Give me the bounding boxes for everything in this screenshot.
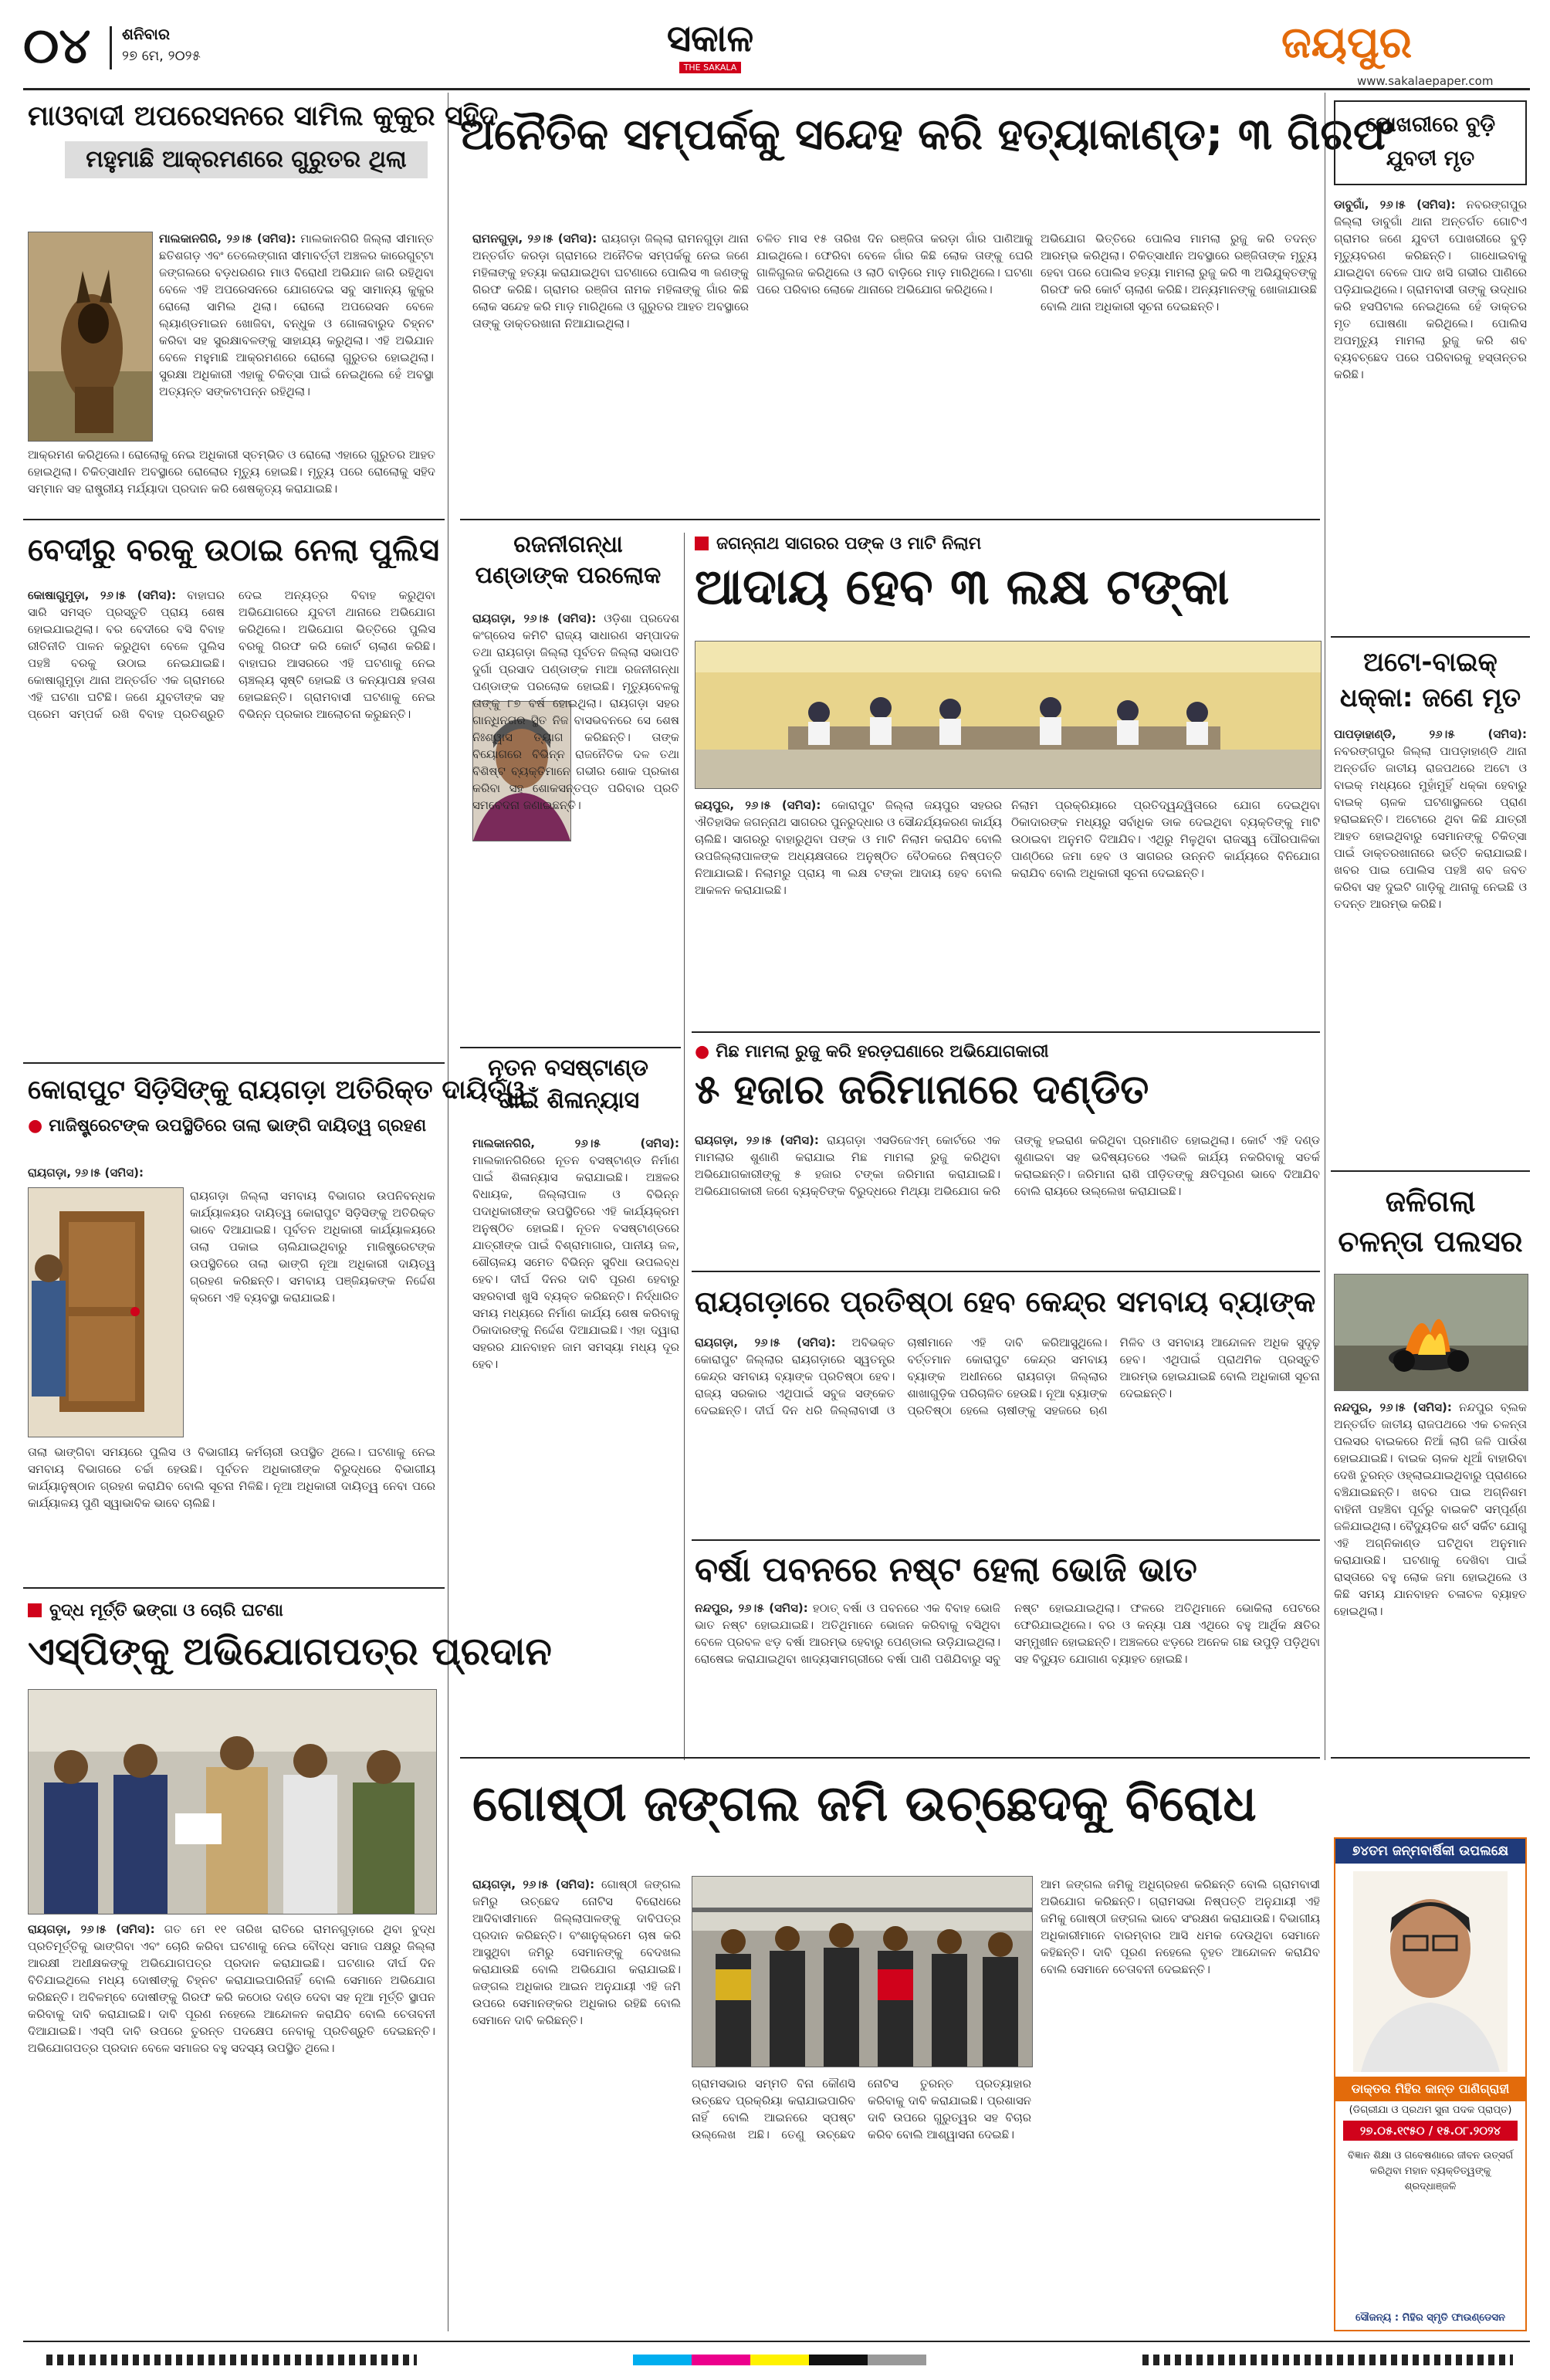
cmyk-bar: [633, 2355, 926, 2365]
goshti-dateline: ରାୟଗଡ଼ା, ୨୬।୫ (ସମିସ):: [472, 1877, 595, 1891]
maobadi-dateline: ମାଲକାନଗିରି, ୨୬।୫ (ସମିସ):: [159, 232, 296, 245]
maobadi-headline: ମାଓବାଦୀ ଅପରେସନରେ ସାମିଲ କୁକୁର ସହିଦ: [28, 100, 499, 132]
jaligala-headline-line1: ଜଳିଗଲା: [1385, 1184, 1476, 1218]
jaligala-rule: [1331, 1757, 1530, 1759]
jaligala-body: [1334, 1399, 1527, 1754]
koraput-body-1: [28, 1164, 435, 1186]
buddha-dateline: ରାୟଗଡ଼ା, ୨୬।୫ (ସମିସ):: [28, 1922, 155, 1936]
jagannath-col-1: [695, 797, 1002, 1028]
burning-bike-photo: [1334, 1274, 1528, 1391]
dog-photo: [28, 232, 153, 442]
koraput-rule: [23, 1587, 445, 1589]
masthead-subtitle: THE SAKALA: [679, 62, 742, 73]
jarimana-kicker-text: ମିଛ ମାମଲା ରୁଜୁ କରି ହରଡ଼ଘଣାରେ ଅଭିଯୋଗକାରୀ: [716, 1042, 1049, 1061]
maobadi-body-2: ଆକ୍ରମଣ କରିଥିଲେ। ରୋଲୋକୁ ନେଇ ଅଧିକାରୀ ସ୍ତମ୍ଭିତ ଓ ରୋଲୋ ଏହାରେ ଗୁରୁତର ଆହତ ହୋଇଥିଲା। ଚିକିତ୍ସାଧୀନ ଅବସ୍ଥାରେ ରୋଲୋର ମୃତ୍ୟୁ ହୋଇଛି। ମୃତ୍ୟୁ ପରେ ରୋଲୋକୁ ସହିଦ ସମ୍ମାନ ସହ ରାଷ୍ଟ୍ରୀୟ ମର୍ଯ୍ୟାଦା ପ୍ରଦାନ କରି ଶେଷକୃତ୍ୟ କରାଯାଇଛି।: [28, 448, 435, 496]
pokhari-rule: [1331, 636, 1530, 638]
jagannath-kicker-text: ଜଗନ୍ନାଥ ସାଗରର ପଙ୍କ ଓ ମାଟି ନିଲାମ: [716, 534, 982, 554]
square-bullet-icon: [28, 1603, 42, 1617]
jarimana-headline: ୫ ହଜାର ଜରିମାନାରେ ଦଣ୍ଡିତ: [695, 1067, 1149, 1113]
pokhari-headline: ପୋଖରୀରେ ବୁଡ଼ି ଯୁବତୀ ମୃତ: [1334, 100, 1527, 185]
advert-photo: [1353, 1871, 1508, 2072]
auto-text: ନବରଙ୍ଗପୁର ଜିଲ୍ଲା ପାପଡ଼ାହାଣ୍ଡି ଥାନା ଅନ୍ତର୍ଗତ ଜାତୀୟ ରାଜପଥରେ ଅଟୋ ଓ ବାଇକ୍ ମଧ୍ୟରେ ମୁହାଁମୁହିଁ ଧକ୍କା ହେବାରୁ ବାଇକ୍ ଚାଳକ ଘଟଣାସ୍ଥଳରେ ପ୍ରାଣ ହରାଇଛନ୍ତି। ଅଟୋରେ ଥିବା କିଛି ଯାତ୍ରୀ ଆହତ ହୋଇଥିବାରୁ ସେମାନଙ୍କୁ ଚିକିତ୍ସା ପାଇଁ ଡାକ୍ତରଖାନାରେ ଭର୍ତ୍ତି କରାଯାଇଛି। ଖବର ପାଇ ପୋଲିସ ପହଞ୍ଚି ଶବ ଜବତ କରିବା ସହ ଦୁଇଟି ଗାଡ଼ିକୁ ଥାନାକୁ ନେଇଛି ଓ ତଦନ୍ତ ଆରମ୍ଭ କରିଛି।: [1334, 744, 1527, 911]
koraput-body-bottom: ତାଲା ଭାଙ୍ଗିବା ସମୟରେ ପୁଲିସ ଓ ବିଭାଗୀୟ କର୍ମଚାରୀ ଉପସ୍ଥିତ ଥିଲେ। ଘଟଣାକୁ ନେଇ ସମବାୟ ବିଭାଗରେ ଚର୍ଚ୍ଚା ହେଉଛି। ପୂର୍ବତନ ଅଧିକାରୀଙ୍କ ବିରୁଦ୍ଧରେ ବିଭାଗୀୟ କାର୍ଯ୍ୟାନୁଷ୍ଠାନ ଗ୍ରହଣ କରାଯିବ ବୋଲି ସୂଚନା ମିଳିଛି। ନୂଆ ଅଧିକାରୀ ଦାୟିତ୍ୱ ନେବା ପରେ କାର୍ଯ୍ୟାଳୟ ପୁଣି ସ୍ୱାଭାବିକ ଭାବେ ଚାଲିଛି।: [28, 1445, 435, 1510]
auto-headline-line1: ଅଟୋ-ବାଇକ୍: [1363, 647, 1498, 678]
advert-dates: ୨୭.୦୫.୧୯୫୦ / ୧୫.୦୮.୨୦୨୪: [1343, 2121, 1518, 2141]
maobadi-body: [159, 230, 434, 445]
busstand-divider: [684, 1047, 685, 1760]
rajanigandha-text: ଓଡ଼ିଶା ପ୍ରଦେଶ କଂଗ୍ରେସ କମିଟି ରାଜ୍ୟ ସାଧାରଣ ସମ୍ପାଦକ ତଥା ରାୟଗଡ଼ା ଜିଲ୍ଲା ପୂର୍ବତନ ଜିଲ୍ଲା ସଭାପତି ଦୁର୍ଗା ପ୍ରସାଦ ପଣ୍ଡାଙ୍କ ମାଆ ରଜନୀଗନ୍ଧା ପଣ୍ଡାଙ୍କ ପରଲୋକ ହୋଇଛି। ମୃତ୍ୟୁବେଳକୁ ତାଙ୍କୁ ୮୭ ବର୍ଷ ହୋଇଥିଲା। ରାୟଗଡ଼ା ସହର ଗାନ୍ଧିନଗର ସ୍ଥିତ ନିଜ ବାସଭବନରେ ସେ ଶେଷ ନିଃଶ୍ୱାସ ତ୍ୟାଗ କରିଛନ୍ତି। ତାଙ୍କ ବିୟୋଗରେ ବିଭିନ୍ନ ରାଜନୈତିକ ଦଳ ତଥା ବିଶିଷ୍ଟ ବ୍ୟକ୍ତିମାନେ ଗଭୀର ଶୋକ ପ୍ରକାଶ କରିବା ସହ ଶୋକସନ୍ତପ୍ତ ପରିବାର ପ୍ରତି ସମବେଦନା ଜଣାଇଛନ୍ତି।: [472, 611, 679, 812]
jagannath-col-2: ନିଲାମ ପ୍ରକ୍ରିୟାରେ ପ୍ରତିଦ୍ୱନ୍ଦ୍ୱିତାରେ ଯୋଗ ଦେଇଥିବା ଠିକାଦାରଙ୍କ ମଧ୍ୟରୁ ସର୍ବାଧିକ ଡାକ ଦେଇଥିବା ବ୍ୟକ୍ତିଙ୍କୁ ମାଟି ଉଠାଇବା ଅନୁମତି ଦିଆଯିବ। ଏଥିରୁ ମିଳୁଥିବା ରାଜସ୍ୱ ପୌରପାଳିକା ପାଣ୍ଠିରେ ଜମା ହେବ ଓ ସାଗରର ଉନ୍ନତି କାର୍ଯ୍ୟରେ ବିନିଯୋଗ କରାଯିବ ବୋଲି ଅଧିକାରୀ ସୂଚନା ଦେଇଛନ୍ତି।: [1011, 798, 1320, 880]
bank-text: ଅବିଭକ୍ତ କୋରାପୁଟ ଜିଲ୍ଲାର ରାୟଗଡ଼ାରେ ସ୍ୱତନ୍ତ୍ର କେନ୍ଦ୍ର ସମବାୟ ବ୍ୟାଙ୍କ ପ୍ରତିଷ୍ଠା ହେବ। ରାଜ୍ୟ ସରକାର ଏଥିପାଇଁ ସବୁଜ ସଙ୍କେତ ଦେଇଛନ୍ତି। ଦୀର୍ଘ ଦିନ ଧରି ଜିଲ୍ଲାବାସୀ ଓ ଚାଷୀମାନେ ଏହି ଦାବି କରିଆସୁଥିଲେ। ବର୍ତ୍ତମାନ କୋରାପୁଟ କେନ୍ଦ୍ର ସମବାୟ ବ୍ୟାଙ୍କ ଅଧୀନରେ ରାୟଗଡ଼ା ଜିଲ୍ଲାର ଶାଖାଗୁଡ଼ିକ ପରିଚାଳିତ ହେଉଛି। ନୂଆ ବ୍ୟାଙ୍କ ପ୍ରତିଷ୍ଠା ହେଲେ ଚାଷୀଙ୍କୁ ସହଜରେ ଋଣ ମିଳିବ ଓ ସମବାୟ ଆନ୍ଦୋଳନ ଅଧିକ ସୁଦୃଢ଼ ହେବ। ଏଥିପାଇଁ ପ୍ରାଥମିକ ପ୍ରସ୍ତୁତି ଆରମ୍ଭ ହୋଇଯାଇଛି ବୋଲି ଅଧିକାରୀ ସୂଚନା ଦେଇଛନ୍ତି।: [695, 1336, 1320, 1417]
murder-dateline: ରାମନଗୁଡ଼ା, ୨୬।୫ (ସମିସ):: [472, 232, 597, 245]
rajanigandha-headline-line1: ରଜନୀଗନ୍ଧା: [513, 531, 623, 558]
buddha-headline: ଏସ୍‌ପିଙ୍କୁ ଅଭିଯୋଗପତ୍ର ପ୍ରଦାନ: [28, 1629, 552, 1674]
rajanigandha-rule: [460, 1047, 681, 1048]
advert-footer: ସୌଜନ୍ୟ : ମିହିର ସ୍ମୃତି ଫାଉଣ୍ଡେସନ: [1355, 2312, 1505, 2324]
goshti-col-3: ଆମ ଜଙ୍ଗଲ ଜମିକୁ ଅଧିଗ୍ରହଣ କରିଛନ୍ତି ବୋଲି ଗ୍ରାମବାସୀ ଅଭିଯୋଗ କରିଛନ୍ତି। ଗ୍ରାମସଭା ନିଷ୍ପତ୍ତି ଅନୁଯାୟୀ ଏହି ଜମିକୁ ଗୋଷ୍ଠୀ ଜଙ୍ଗଲ ଭାବେ ସଂରକ୍ଷଣ କରାଯାଉଛି। ବିଭାଗୀୟ ଅଧିକାରୀମାନେ ବାରମ୍ବାର ଆସି ଧମକ ଦେଉଥିବା ସେମାନେ କହିଛନ୍ତି। ଦାବି ପୂରଣ ନହେଲେ ବୃହତ ଆନ୍ଦୋଳନ କରାଯିବ ବୋଲି ସେମାନେ ଚେତାବନୀ ଦେଇଛନ୍ତି।: [1041, 1877, 1320, 1976]
dot-bullet-icon: ●: [28, 1116, 43, 1136]
section-name: ଜୟପୁର: [1281, 18, 1413, 68]
jaligala-dateline: ନନ୍ଦପୁର, ୨୬।୫ (ସମିସ):: [1334, 1400, 1452, 1414]
registration-bar-right: [1142, 2355, 1513, 2365]
website: www.sakalaepaper.com: [1357, 74, 1494, 88]
auto-rule: [1331, 1170, 1530, 1172]
bedi-text: ବାହାଘର ସାରି ସମସ୍ତ ପ୍ରସ୍ତୁତି ପ୍ରାୟ ଶେଷ ହୋଇଯାଇଥିଲା। ବର ବେଦୀରେ ବସି ବିବାହ ରୀତିନୀତି ପାଳନ କରୁଥିବା ବେଳେ ପୁଲିସ ପହଞ୍ଚି ବରକୁ ଉଠାଇ ନେଇଯାଇଛି। କୋଷାଗୁମୁଡ଼ା ଥାନା ଅନ୍ତର୍ଗତ ଏକ ଗ୍ରାମରେ ଏହି ଘଟଣା ଘଟିଛି। ଜଣେ ଯୁବତୀଙ୍କ ସହ ପ୍ରେମ ସମ୍ପର୍କ ରଖି ବିବାହ ପ୍ରତିଶ୍ରୁତି ଦେଇ ଅନ୍ୟତ୍ର ବିବାହ କରୁଥିବା ଅଭିଯୋଗରେ ଯୁବତୀ ଥାନାରେ ଅଭିଯୋଗ କରିଥିଲେ। ଅଭିଯୋଗ ଭିତ୍ତିରେ ପୁଲିସ ବରକୁ ଗିରଫ କରି କୋର୍ଟ ଚାଲାଣ କରିଛି। ବାହାଘର ଆସରରେ ଏହି ଘଟଣାକୁ ନେଇ ଚାଞ୍ଚଲ୍ୟ ସୃଷ୍ଟି ହୋଇଛି ଓ କନ୍ୟାପକ୍ଷ ହତାଶ ହୋଇଛନ୍ତି। ଗ୍ରାମବାସୀ ଘଟଣାକୁ ନେଇ ବିଭିନ୍ନ ପ୍ରକାର ଆଲୋଚନା କରୁଛନ୍ତି।: [28, 588, 435, 721]
busstand-dateline: ମାଲକାନଗିରି, ୨୬।୫ (ସମିସ):: [472, 1136, 679, 1150]
advert-sub: (ଡିଗ୍ରୀଯା ଓ ପ୍ରଥମ ସୁନା ପଦକ ପ୍ରାପ୍ତ): [1349, 2104, 1512, 2116]
busstand-headline-line1: ନୂତନ ବସଷ୍ଟାଣ୍ଡ: [488, 1055, 648, 1082]
koraput-body-right: ରାୟଗଡ଼ା ଜିଲ୍ଲା ସମବାୟ ବିଭାଗର ଉପନିବନ୍ଧକ କାର୍ଯ୍ୟାଳୟର ଦାୟିତ୍ୱ କୋରାପୁଟ ସିଡ଼ିସିଙ୍କୁ ଅତିରିକ୍ତ ଭାବେ ଦିଆଯାଇଛି। ପୂର୍ବତନ ଅଧିକାରୀ କାର୍ଯ୍ୟାଳୟରେ ତାଲା ପକାଇ ଚାଲିଯାଇଥିବାରୁ ମାଜିଷ୍ଟ୍ରେଟଙ୍କ ଉପସ୍ଥିତିରେ ତାଲା ଭାଙ୍ଗି ନୂଆ ଅଧିକାରୀ ଦାୟିତ୍ୱ ଗ୍ରହଣ କରିଛନ୍ତି। ସମବାୟ ପଞ୍ଜିୟକଙ୍କ ନିର୍ଦ୍ଦେଶ କ୍ରମେ ଏହି ବ୍ୟବସ୍ଥା କରାଯାଇଛି।: [190, 1189, 435, 1305]
advert-box: [1334, 1837, 1527, 2331]
masthead-title: ସକାଳ: [666, 17, 754, 60]
bank-rule: [692, 1539, 1320, 1541]
jarimana-rule: [692, 1271, 1320, 1272]
bedi-rule: [23, 1062, 445, 1064]
barsha-rule: [460, 1757, 1320, 1759]
buddha-kicker: [28, 1601, 283, 1620]
auto-body: [1334, 726, 1527, 1166]
goshti-text-1: ଗୋଷ୍ଠୀ ଜଙ୍ଗଲ ଜମିରୁ ଉଚ୍ଛେଦ ନୋଟିସ ବିରୋଧରେ ଆଦିବାସୀମାନେ ଜିଲ୍ଲାପାଳଙ୍କୁ ଦାବିପତ୍ର ପ୍ରଦାନ କରିଛନ୍ତି। ବଂଶାନୁକ୍ରମେ ଚାଷ କରି ଆସୁଥିବା ଜମିରୁ ସେମାନଙ୍କୁ ବେଦଖଲ କରାଯାଉଛି ବୋଲି ଅଭିଯୋଗ କରାଯାଇଛି। ଜଙ୍ଗଲ ଅଧିକାର ଆଇନ ଅନୁଯାୟୀ ଏହି ଜମି ଉପରେ ସେମାନଙ୍କର ଅଧିକାର ରହିଛି ବୋଲି ସେମାନେ ଦାବି କରିଛନ୍ତି।: [472, 1877, 681, 2027]
pokhari-text: ନବରଙ୍ଗପୁର ଜିଲ୍ଲା ଡାବୁଗାଁ ଥାନା ଅନ୍ତର୍ଗତ ଗୋଟିଏ ଗ୍ରାମର ଜଣେ ଯୁବତୀ ପୋଖରୀରେ ବୁଡ଼ି ମୃତ୍ୟୁବରଣ କରିଛନ୍ତି। ଗାଧୋଇବାକୁ ଯାଇଥିବା ବେଳେ ପାଦ ଖସି ଗଭୀର ପାଣିରେ ପଡ଼ିଯାଇଥିଲେ। ଗ୍ରାମବାସୀ ତାଙ୍କୁ ଉଦ୍ଧାର କରି ହସପିଟାଲ ନେଇଥିଲେ ହେଁ ଡାକ୍ତର ମୃତ ଘୋଷଣା କରିଥିଲେ। ପୋଲିସ ଅପମୃତ୍ୟୁ ମାମଲା ରୁଜୁ କରି ଶବ ବ୍ୟବଚ୍ଛେଦ ପରେ ପରିବାରକୁ ହସ୍ତାନ୍ତର କରିଛି।: [1334, 198, 1527, 381]
registration-bar-left: [46, 2355, 417, 2365]
meeting-photo: [695, 641, 1322, 789]
masthead-logo: [618, 19, 803, 73]
goshti-col-2: ଗ୍ରାମସଭାର ସମ୍ମତି ବିନା କୌଣସି ଉଚ୍ଛେଦ ପ୍ରକ୍ରିୟା କରାଯାଇପାରିବ ନାହିଁ ବୋଲି ଆଇନରେ ସ୍ପଷ୍ଟ ଉଲ୍ଲେଖ ଅଛି। ତେଣୁ ଉଚ୍ଛେଦ ନୋଟିସ ତୁରନ୍ତ ପ୍ରତ୍ୟାହାର କରିବାକୁ ଦାବି କରାଯାଇଛି। ପ୍ରଶାସନ ଦାବି ଉପରେ ଗୁରୁତ୍ୱର ସହ ବିଚାର କରିବ ବୋଲି ଆଶ୍ୱାସନା ଦେଇଛି।: [692, 2077, 1031, 2141]
bank-headline: ରାୟଗଡ଼ାରେ ପ୍ରତିଷ୍ଠା ହେବ କେନ୍ଦ୍ର ସମବାୟ ବ୍ୟାଙ୍କ: [695, 1285, 1316, 1319]
jagannath-kicker: [695, 534, 981, 554]
barsha-body: [695, 1600, 1320, 1751]
page-day: ଶନିବାର: [122, 25, 171, 43]
barsha-headline: ବର୍ଷା ପବନରେ ନଷ୍ଟ ହେଲା ଭୋଜି ଭାତ: [695, 1550, 1197, 1589]
rajanigandha-divider: [684, 533, 685, 1065]
jagannath-rule: [692, 1031, 1320, 1033]
office-door-photo: [28, 1187, 184, 1437]
jarimana-text: ରାୟଗଡ଼ା ଏସଡିଜେଏମ୍ କୋର୍ଟରେ ଏକ ମାମଲାର ଶୁଣାଣି କରାଯାଇ ମିଛ ମାମଲା ରୁଜୁ କରିଥିବା ଅଭିଯୋଗକାରୀଙ୍କୁ ୫ ହଜାର ଟଙ୍କା ଜରିମାନା କରାଯାଇଛି। ଅଭିଯୋଗକାରୀ ଜଣେ ବ୍ୟକ୍ତିଙ୍କ ବିରୁଦ୍ଧରେ ମିଥ୍ୟା ଅଭିଯୋଗ କରି ତାଙ୍କୁ ହଇରାଣ କରିଥିବା ପ୍ରମାଣିତ ହୋଇଥିଲା। କୋର୍ଟ ଏହି ଦଣ୍ଡ ଶୁଣାଇବା ସହ ଭବିଷ୍ୟତରେ ଏଭଳି କାର୍ଯ୍ୟ ନକରିବାକୁ ସତର୍କ କରାଇଛନ୍ତି। ଜରିମାନା ରାଶି ପୀଡ଼ିତଙ୍କୁ କ୍ଷତିପୂରଣ ଭାବେ ଦିଆଯିବ ବୋଲି ରାୟରେ ଉଲ୍ଲେଖ କରାଯାଇଛି।: [695, 1133, 1320, 1198]
bedi-body: [28, 587, 435, 1058]
barsha-dateline: ନନ୍ଦପୁର, ୨୬।୫ (ସମିସ):: [695, 1601, 808, 1615]
advert-name: ଡାକ୍ତର ମିହିର କାନ୍ତ ପାଣିଗ୍ରାହୀ: [1335, 2077, 1525, 2101]
maobadi-body-text: ମାଲକାନଗିରି ଜିଲ୍ଲା ସୀମାନ୍ତ ଛତିଶଗଡ଼ ଏବଂ ତେଲେଙ୍ଗାନା ସୀମାବର୍ତ୍ତୀ ଅଞ୍ଚଳର କାରେଗୁଟ୍ଟା ଜଙ୍ଗଲରେ ବଡ଼ଧରଣର ମାଓ ବିରୋଧୀ ଅଭିଯାନ ଜାରି ରହିଥିବା ବେଳେ ଏହି ଅପରେସନରେ ଯୋଗଦେଇ ସବୁ ସାମାନ୍ୟ କୁକୁର ରୋଲୋ ସାମିଲ ଥିଲା। ରୋଲୋ ଅପରେସନ ବେଳେ ଲ୍ୟାଣ୍ଡମାଇନ ଖୋଜିବା, ବନ୍ଧୁକ ଓ ଗୋଳାବାରୁଦ ଚିହ୍ନଟ କରିବା ସହ ସୁରକ୍ଷାବଳଙ୍କୁ ସାହାଯ୍ୟ କରୁଥିଲା। ଏହି ଅଭିଯାନ ବେଳେ ମହୁମାଛି ଆକ୍ରମଣରେ ରୋଲୋ ଗୁରୁତର ହୋଇଥିଲା। ସୁରକ୍ଷା ଅଧିକାରୀ ଏହାକୁ ଚିକିତ୍ସା ପାଇଁ ନେଇଥିଲେ ହେଁ ଅବସ୍ଥା ଅତ୍ୟନ୍ତ ସଙ୍କଟାପନ୍ନ ରହିଥିଲା।: [159, 232, 434, 398]
jaligala-headline-line2: ଚଳନ୍ତା ପଲସର: [1338, 1224, 1523, 1258]
page-number: ୦୪: [23, 17, 91, 75]
rajanigandha-body: [472, 610, 679, 1042]
murder-col-2: ଚଳିତ ମାସ ୧୫ ତାରିଖ ଦିନ ରଞ୍ଜିତା କରଡ଼ା ଗାଁର ପାଣିଆକୁ ଯାଇଥିଲେ। ଫେରିବା ବେଳେ ଗାଁର କିଛି ଲୋକ ତାଙ୍କୁ ଘେରି ଗାଳିଗୁଲଜ କରିଥିଲେ ଓ ଲାଠି ବାଡ଼ିରେ ମାଡ଼ ମାରିଥିଲେ। ଘଟଣା ପରେ ପରିବାର ଲୋକେ ଥାନାରେ ଅଭିଯୋଗ କରିଥିଲେ।: [756, 232, 1033, 296]
murder-text-1: ରାୟଗଡ଼ା ଜିଲ୍ଲା ରାମନଗୁଡ଼ା ଥାନା ଅନ୍ତର୍ଗତ କରଡ଼ା ଗ୍ରାମରେ ଅନୈତିକ ସମ୍ପର୍କକୁ ନେଇ ଜଣେ ମହିଳାଙ୍କୁ ହତ୍ୟା କରାଯାଇଥିବା ଘଟଣାରେ ପୋଲିସ ୩ ଜଣଙ୍କୁ ଗିରଫ କରିଛି। ଗ୍ରାମର ରଞ୍ଜିତା ନାମକ ମହିଳାଙ୍କୁ ଗାଁର କିଛି ଲୋକ ସନ୍ଦେହ କରି ମାଡ଼ ମାରିଥିଲେ ଓ ଗୁରୁତର ଆହତ ଅବସ୍ଥାରେ ତାଙ୍କୁ ଡାକ୍ତରଖାନା ନିଆଯାଇଥିଲା।: [472, 232, 749, 330]
bank-dateline: ରାୟଗଡ଼ା, ୨୬।୫ (ସମିସ):: [695, 1336, 836, 1349]
auto-dateline: ପାପଡ଼ାହାଣ୍ଡି, ୨୬।୫ (ସମିସ):: [1334, 727, 1527, 741]
murder-headline: ଅନୈତିକ ସମ୍ପର୍କକୁ ସନ୍ଦେହ କରି ହତ୍ୟାକାଣ୍ଡ; ୩ ଗିରଫ: [460, 110, 1395, 160]
footer-rule: [23, 2341, 1530, 2342]
koraput-kicker: [28, 1116, 426, 1136]
goshti-col-1: [472, 1876, 681, 2331]
jagannath-text-1: କୋରାପୁଟ ଜିଲ୍ଲା ଜୟପୁର ସହରର ଐତିହାସିକ ଜଗନ୍ନାଥ ସାଗରର ପୁନରୁଦ୍ଧାର ଓ ସୌନ୍ଦର୍ଯ୍ୟକରଣ କାର୍ଯ୍ୟ ଚାଲିଛି। ସାଗରରୁ ବାହାରୁଥିବା ପଙ୍କ ଓ ମାଟି ନିଲାମ କରାଯିବ ବୋଲି ଉପଜିଲ୍ଲାପାଳଙ୍କ ଅଧ୍ୟକ୍ଷତାରେ ଅନୁଷ୍ଠିତ ବୈଠକରେ ନିଷ୍ପତ୍ତି ନିଆଯାଇଛି। ନିଲାମରୁ ପ୍ରାୟ ୩ ଲକ୍ଷ ଟଙ୍କା ଆଦାୟ ହେବ ବୋଲି ଆକଳନ କରାଯାଇଛି।: [695, 798, 1002, 897]
murder-rule: [460, 519, 1320, 520]
jagannath-dateline: ଜୟପୁର, ୨୬।୫ (ସମିସ):: [695, 798, 821, 812]
rajanigandha-headline-line2: ପଣ୍ଡାଙ୍କ ପରଲୋକ: [475, 562, 662, 589]
jaligala-text: ନନ୍ଦପୁର ବ୍ଲକ ଅନ୍ତର୍ଗତ ଜାତୀୟ ରାଜପଥରେ ଏକ ଚଳନ୍ତା ପଲସର ବାଇକରେ ନିଆଁ ଲାଗି ଜଳି ପାଉଁଶ ହୋଇଯାଇଛି। ବାଇକ ଚାଳକ ଧୂଆଁ ବାହାରିବା ଦେଖି ତୁରନ୍ତ ଓହ୍ଲାଇଯାଇଥିବାରୁ ପ୍ରାଣରେ ବଞ୍ଚିଯାଇଛନ୍ତି। ଖବର ପାଇ ଅଗ୍ନିଶମ ବାହିନୀ ପହଞ୍ଚିବା ପୂର୍ବରୁ ବାଇକଟି ସମ୍ପୂର୍ଣ୍ଣ ଜଳିଯାଇଥିଲା। ବୈଦ୍ୟୁତିକ ଶର୍ଟ ସର୍କିଟ ଯୋଗୁ ଏହି ଅଗ୍ନିକାଣ୍ଡ ଘଟିଥିବା ଅନୁମାନ କରାଯାଉଛି। ଘଟଣାକୁ ଦେଖିବା ପାଇଁ ରାସ୍ତାରେ ବହୁ ଲୋକ ଜମା ହୋଇଥିଲେ ଓ କିଛି ସମୟ ଯାନବାହନ ଚଳାଚଳ ବ୍ୟାହତ ହୋଇଥିଲା।: [1334, 1400, 1527, 1618]
maobadi-subhead: ମହୁମାଛି ଆକ୍ରମଣରେ ଗୁରୁତର ଥିଲା: [65, 141, 428, 178]
murder-col-3: ଅଭିଯୋଗ ଭିତ୍ତିରେ ପୋଲିସ ମାମଲା ରୁଜୁ କରି ତଦନ୍ତ ଆରମ୍ଭ କରିଥିଲା। ଚିକିତ୍ସାଧୀନ ଅବସ୍ଥାରେ ରଞ୍ଜିତାଙ୍କ ମୃତ୍ୟୁ ହେବା ପରେ ପୋଲିସ ହତ୍ୟା ମାମଲା ରୁଜୁ କରି ୩ ଅଭିଯୁକ୍ତଙ୍କୁ ଗିରଫ କରି କୋର୍ଟ ଚାଲାଣ କରିଛି। ଅନ୍ୟମାନଙ୍କୁ ଖୋଜାଯାଉଛି ବୋଲି ଥାନା ଅଧିକାରୀ ସୂଚନା ଦେଇଛନ୍ତି।: [1041, 232, 1317, 313]
jarimana-body: [695, 1132, 1320, 1268]
murder-col-1: [472, 230, 749, 500]
buddha-body: [28, 1921, 435, 2338]
dot-bullet-icon: ●: [695, 1042, 710, 1061]
square-bullet-icon: [695, 537, 709, 550]
bank-body: [695, 1334, 1320, 1536]
protest-photo: [692, 1876, 1033, 2067]
buddha-kicker-text: ବୁଦ୍ଧ ମୂର୍ତ୍ତି ଭଙ୍ଗା ଓ ଚୋରି ଘଟଣା: [49, 1601, 283, 1620]
koraput-dateline: ରାୟଗଡ଼ା, ୨୬।୫ (ସମିସ):: [28, 1166, 144, 1180]
page-date: ୨୭ ମେ, ୨୦୨୫: [122, 48, 201, 64]
maobadi-rule: [23, 519, 445, 520]
goshti-headline: ଗୋଷ୍ଠୀ ଜଙ୍ଗଲ ଜମି ଉଚ୍ଛେଦକୁ ବିରୋଧ: [472, 1776, 1257, 1833]
header-divider-vertical: [110, 26, 112, 69]
jagannath-headline: ଆଦାୟ ହେବ ୩ ଲକ୍ଷ ଟଙ୍କା: [695, 559, 1230, 616]
pokhari-dateline: ଡାବୁଗାଁ, ୨୬।୫ (ସମିସ):: [1334, 198, 1456, 212]
auto-headline-line2: ଧକ୍କା: ଜଣେ ମୃତ: [1339, 682, 1521, 713]
barsha-text: ହଠାତ୍ ବର୍ଷା ଓ ପବନରେ ଏକ ବିବାହ ଭୋଜି ଭାତ ନଷ୍ଟ ହୋଇଯାଇଛି। ଅତିଥିମାନେ ଭୋଜନ କରିବାକୁ ବସିଥିବା ବେଳେ ପ୍ରବଳ ଝଡ଼ ବର୍ଷା ଆରମ୍ଭ ହେବାରୁ ପେଣ୍ଡାଲ ଉଡ଼ିଯାଇଥିଲା। ରୋଷେଇ କରାଯାଇଥିବା ଖାଦ୍ୟସାମଗ୍ରୀରେ ବର୍ଷା ପାଣି ପଶିଯିବାରୁ ସବୁ ନଷ୍ଟ ହୋଇଯାଇଥିଲା। ଫଳରେ ଅତିଥିମାନେ ଭୋକିଲା ପେଟରେ ଫେରିଯାଇଥିଲେ। ବର ଓ କନ୍ୟା ପକ୍ଷ ଏଥିରେ ବହୁ ଆର୍ଥିକ କ୍ଷତିର ସମ୍ମୁଖୀନ ହୋଇଛନ୍ତି। ଅଞ୍ଚଳରେ ଝଡ଼ରେ ଅନେକ ଗଛ ଉପୁଡ଼ି ପଡ଼ିଥିବା ସହ ବିଦ୍ୟୁତ ଯୋଗାଣ ବ୍ୟାହତ ହୋଇଛି।: [695, 1601, 1320, 1666]
complaint-photo: [28, 1689, 437, 1914]
buddha-text: ଗତ ମେ ୧୧ ତାରିଖ ରାତିରେ ରାମନଗୁଡ଼ାରେ ଥିବା ବୁଦ୍ଧ ପ୍ରତିମୂର୍ତ୍ତିକୁ ଭାଙ୍ଗିବା ଏବଂ ଚୋରି କରିବା ଘଟଣାକୁ ନେଇ ବୌଦ୍ଧ ସମାଜ ପକ୍ଷରୁ ଜିଲ୍ଲା ଆରକ୍ଷୀ ଅଧୀକ୍ଷକଙ୍କୁ ଅଭିଯୋଗପତ୍ର ପ୍ରଦାନ କରାଯାଇଛି। ଘଟଣାର ଦୀର୍ଘ ଦିନ ବିତିଯାଇଥିଲେ ମଧ୍ୟ ଦୋଷୀଙ୍କୁ ଚିହ୍ନଟ କରାଯାଇପାରିନାହିଁ ବୋଲି ସେମାନେ ଅଭିଯୋଗ କରିଛନ୍ତି। ଅବିଳମ୍ବେ ଦୋଷୀଙ୍କୁ ଗିରଫ କରି କଠୋର ଦଣ୍ଡ ଦେବା ସହ ନୂଆ ମୂର୍ତ୍ତି ସ୍ଥାପନ କରିବାକୁ ଦାବି କରାଯାଇଛି। ଦାବି ପୂରଣ ନହେଲେ ଆନ୍ଦୋଳନ କରାଯିବ ବୋଲି ଚେତାବନୀ ଦିଆଯାଇଛି। ଏସ୍‌ପି ଦାବି ଉପରେ ତୁରନ୍ତ ପଦକ୍ଷେପ ନେବାକୁ ପ୍ରତିଶ୍ରୁତି ଦେଇଛନ୍ତି। ଅଭିଯୋଗପତ୍ର ପ୍ରଦାନ ବେଳେ ସମାଜର ବହୁ ସଦସ୍ୟ ଉପସ୍ଥିତ ଥିଲେ।: [28, 1922, 435, 2055]
jarimana-kicker: [695, 1042, 1049, 1061]
bedi-headline: ବେଦୀରୁ ବରକୁ ଉଠାଇ ନେଲା ପୁଲିସ: [28, 533, 440, 568]
advert-text: ବିଜ୍ଞାନ ଶିକ୍ଷା ଓ ଗବେଷଣାରେ ଜୀବନ ଉତ୍ସର୍ଗ କରିଥିବା ମହାନ ବ୍ୟକ୍ତିତ୍ୱଙ୍କୁ ଶ୍ରଦ୍ଧାଞ୍ଜଳି: [1347, 2150, 1514, 2192]
advert-title: ୭୪ତମ ଜନ୍ମବାର୍ଷିକୀ ଉପଲକ୍ଷେ: [1335, 1839, 1525, 1864]
bedi-dateline: କୋଷାଗୁମୁଡ଼ା, ୨୬।୫ (ସମିସ):: [28, 588, 177, 602]
koraput-headline: କୋରାପୁଟ ସିଡ଼ିସିଙ୍କୁ ରାୟଗଡ଼ା ଅତିରିକ୍ତ ଦାୟିତ୍ୱ: [28, 1075, 526, 1105]
busstand-headline-line2: ପାଇଁ ଶିଳାନ୍ୟାସ: [496, 1087, 640, 1114]
rajanigandha-dateline: ରାୟଗଡ଼ା, ୨୬।୫ (ସମିସ):: [472, 611, 597, 625]
pokhari-body: [1334, 196, 1527, 633]
koraput-kicker-text: ମାଜିଷ୍ଟ୍ରେଟଙ୍କ ଉପସ୍ଥିତିରେ ତାଲା ଭାଙ୍ଗି ଦାୟିତ୍ୱ ଗ୍ରହଣ: [49, 1116, 427, 1136]
jarimana-dateline: ରାୟଗଡ଼ା, ୨୬।୫ (ସମିସ):: [695, 1133, 819, 1147]
busstand-text: ମାଲକାନଗିରିରେ ନୂତନ ବସଷ୍ଟାଣ୍ଡ ନିର୍ମାଣ ପାଇଁ ଶିଳାନ୍ୟାସ କରାଯାଇଛି। ଅଞ୍ଚଳର ବିଧାୟକ, ଜିଲ୍ଲାପାଳ ଓ ବିଭିନ୍ନ ପଦାଧିକାରୀଙ୍କ ଉପସ୍ଥିତିରେ ଏହି କାର୍ଯ୍ୟକ୍ରମ ଅନୁଷ୍ଠିତ ହୋଇଛି। ନୂତନ ବସଷ୍ଟାଣ୍ଡରେ ଯାତ୍ରୀଙ୍କ ପାଇଁ ବିଶ୍ରାମାଗାର, ପାନୀୟ ଜଳ, ଶୌଚାଳୟ ସମେତ ବିଭିନ୍ନ ସୁବିଧା ଉପଲବ୍ଧ ହେବ। ଦୀର୍ଘ ଦିନର ଦାବି ପୂରଣ ହେବାରୁ ସହରବାସୀ ଖୁସି ବ୍ୟକ୍ତ କରିଛନ୍ତି। ନିର୍ଦ୍ଧାରିତ ସମୟ ମଧ୍ୟରେ ନିର୍ମାଣ କାର୍ଯ୍ୟ ଶେଷ କରିବାକୁ ଠିକାଦାରଙ୍କୁ ନିର୍ଦ୍ଦେଶ ଦିଆଯାଇଛି। ଏହା ଦ୍ୱାରା ସହରର ଯାନବାହନ ଜାମ ସମସ୍ୟା ମଧ୍ୟ ଦୂର ହେବ।: [472, 1153, 679, 1371]
header-rule: [23, 88, 1530, 90]
